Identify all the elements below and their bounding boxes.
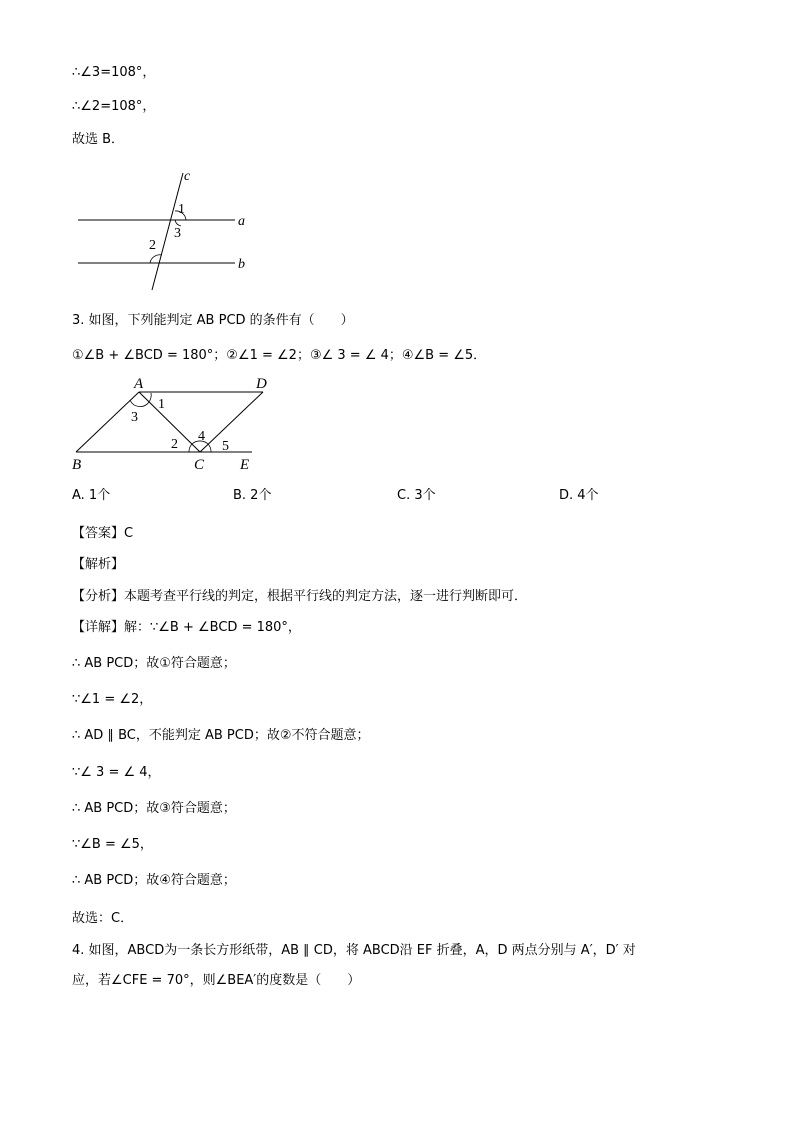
label-A: A [134,376,144,392]
detail-line-8: ∴ AB PCD；故④符合题意； [72,873,236,888]
label-a: a [238,214,245,229]
detail-line-7: ∵∠B = ∠5， [72,837,153,852]
label-4: 4 [198,429,205,444]
detail-line-6: ∴ AB PCD；故③符合题意； [72,801,236,816]
answer: 【答案】C [72,526,134,541]
prev-step-angle2: ∴∠2=108°， [72,99,156,114]
detail-line-5: ∵∠ 3 = ∠ 4， [72,765,161,780]
label-D: D [256,376,267,392]
label-b: b [238,257,245,272]
q3-stem: 3. 如图，下列能判定 AB PCD 的条件有（ ） [72,313,354,328]
label-C: C [194,457,205,473]
option-d: D. 4个 [559,488,599,503]
label-2: 2 [149,238,156,253]
q3-conditions: ①∠B + ∠BCD = 180°；②∠1 = ∠2；③∠ 3 = ∠ 4；④∠B = ∠5． [72,348,487,363]
option-c: C. 3个 [397,488,436,503]
detail-line-2: ∴ AB PCD；故①符合题意； [72,656,236,671]
detail-conclusion: 故选：C． [72,911,134,926]
label-1: 1 [158,397,165,412]
label-2: 2 [171,437,178,452]
detail-line-3: ∵∠1 = ∠2， [72,692,153,707]
detail-line-4: ∴ AD ∥ BC，不能判定 AB PCD；故②不符合题意； [72,728,370,743]
option-a: A. 1个 [72,488,111,503]
label-3: 3 [131,410,138,425]
prev-step-angle3: ∴∠3=108°， [72,65,156,80]
q4-stem-line-2: 应，若∠CFE = 70°，则∠BEA′的度数是（ ） [72,973,361,988]
label-5: 5 [222,439,229,454]
label-1: 1 [178,202,185,217]
prev-conclusion: 故选 B． [72,132,125,147]
q3-figure [70,372,285,477]
label-3: 3 [174,226,181,241]
option-b: B. 2个 [233,488,272,503]
analysis-summary: 【分析】本题考查平行线的判定，根据平行线的判定方法，逐一进行判断即可． [72,589,528,604]
label-B: B [72,457,82,473]
parallel-lines-figure [70,165,270,300]
q4-stem-line-1: 4. 如图，ABCD为一条长方形纸带，AB ∥ CD，将 ABCD沿 EF 折叠，A，D 两点分别与 A′，D′ 对 [72,943,636,958]
analysis-heading: 【解析】 [72,557,125,572]
label-E: E [240,457,250,473]
label-c: c [184,169,191,184]
detail-line-1: 【详解】解：∵∠B + ∠BCD = 180°， [72,620,301,635]
